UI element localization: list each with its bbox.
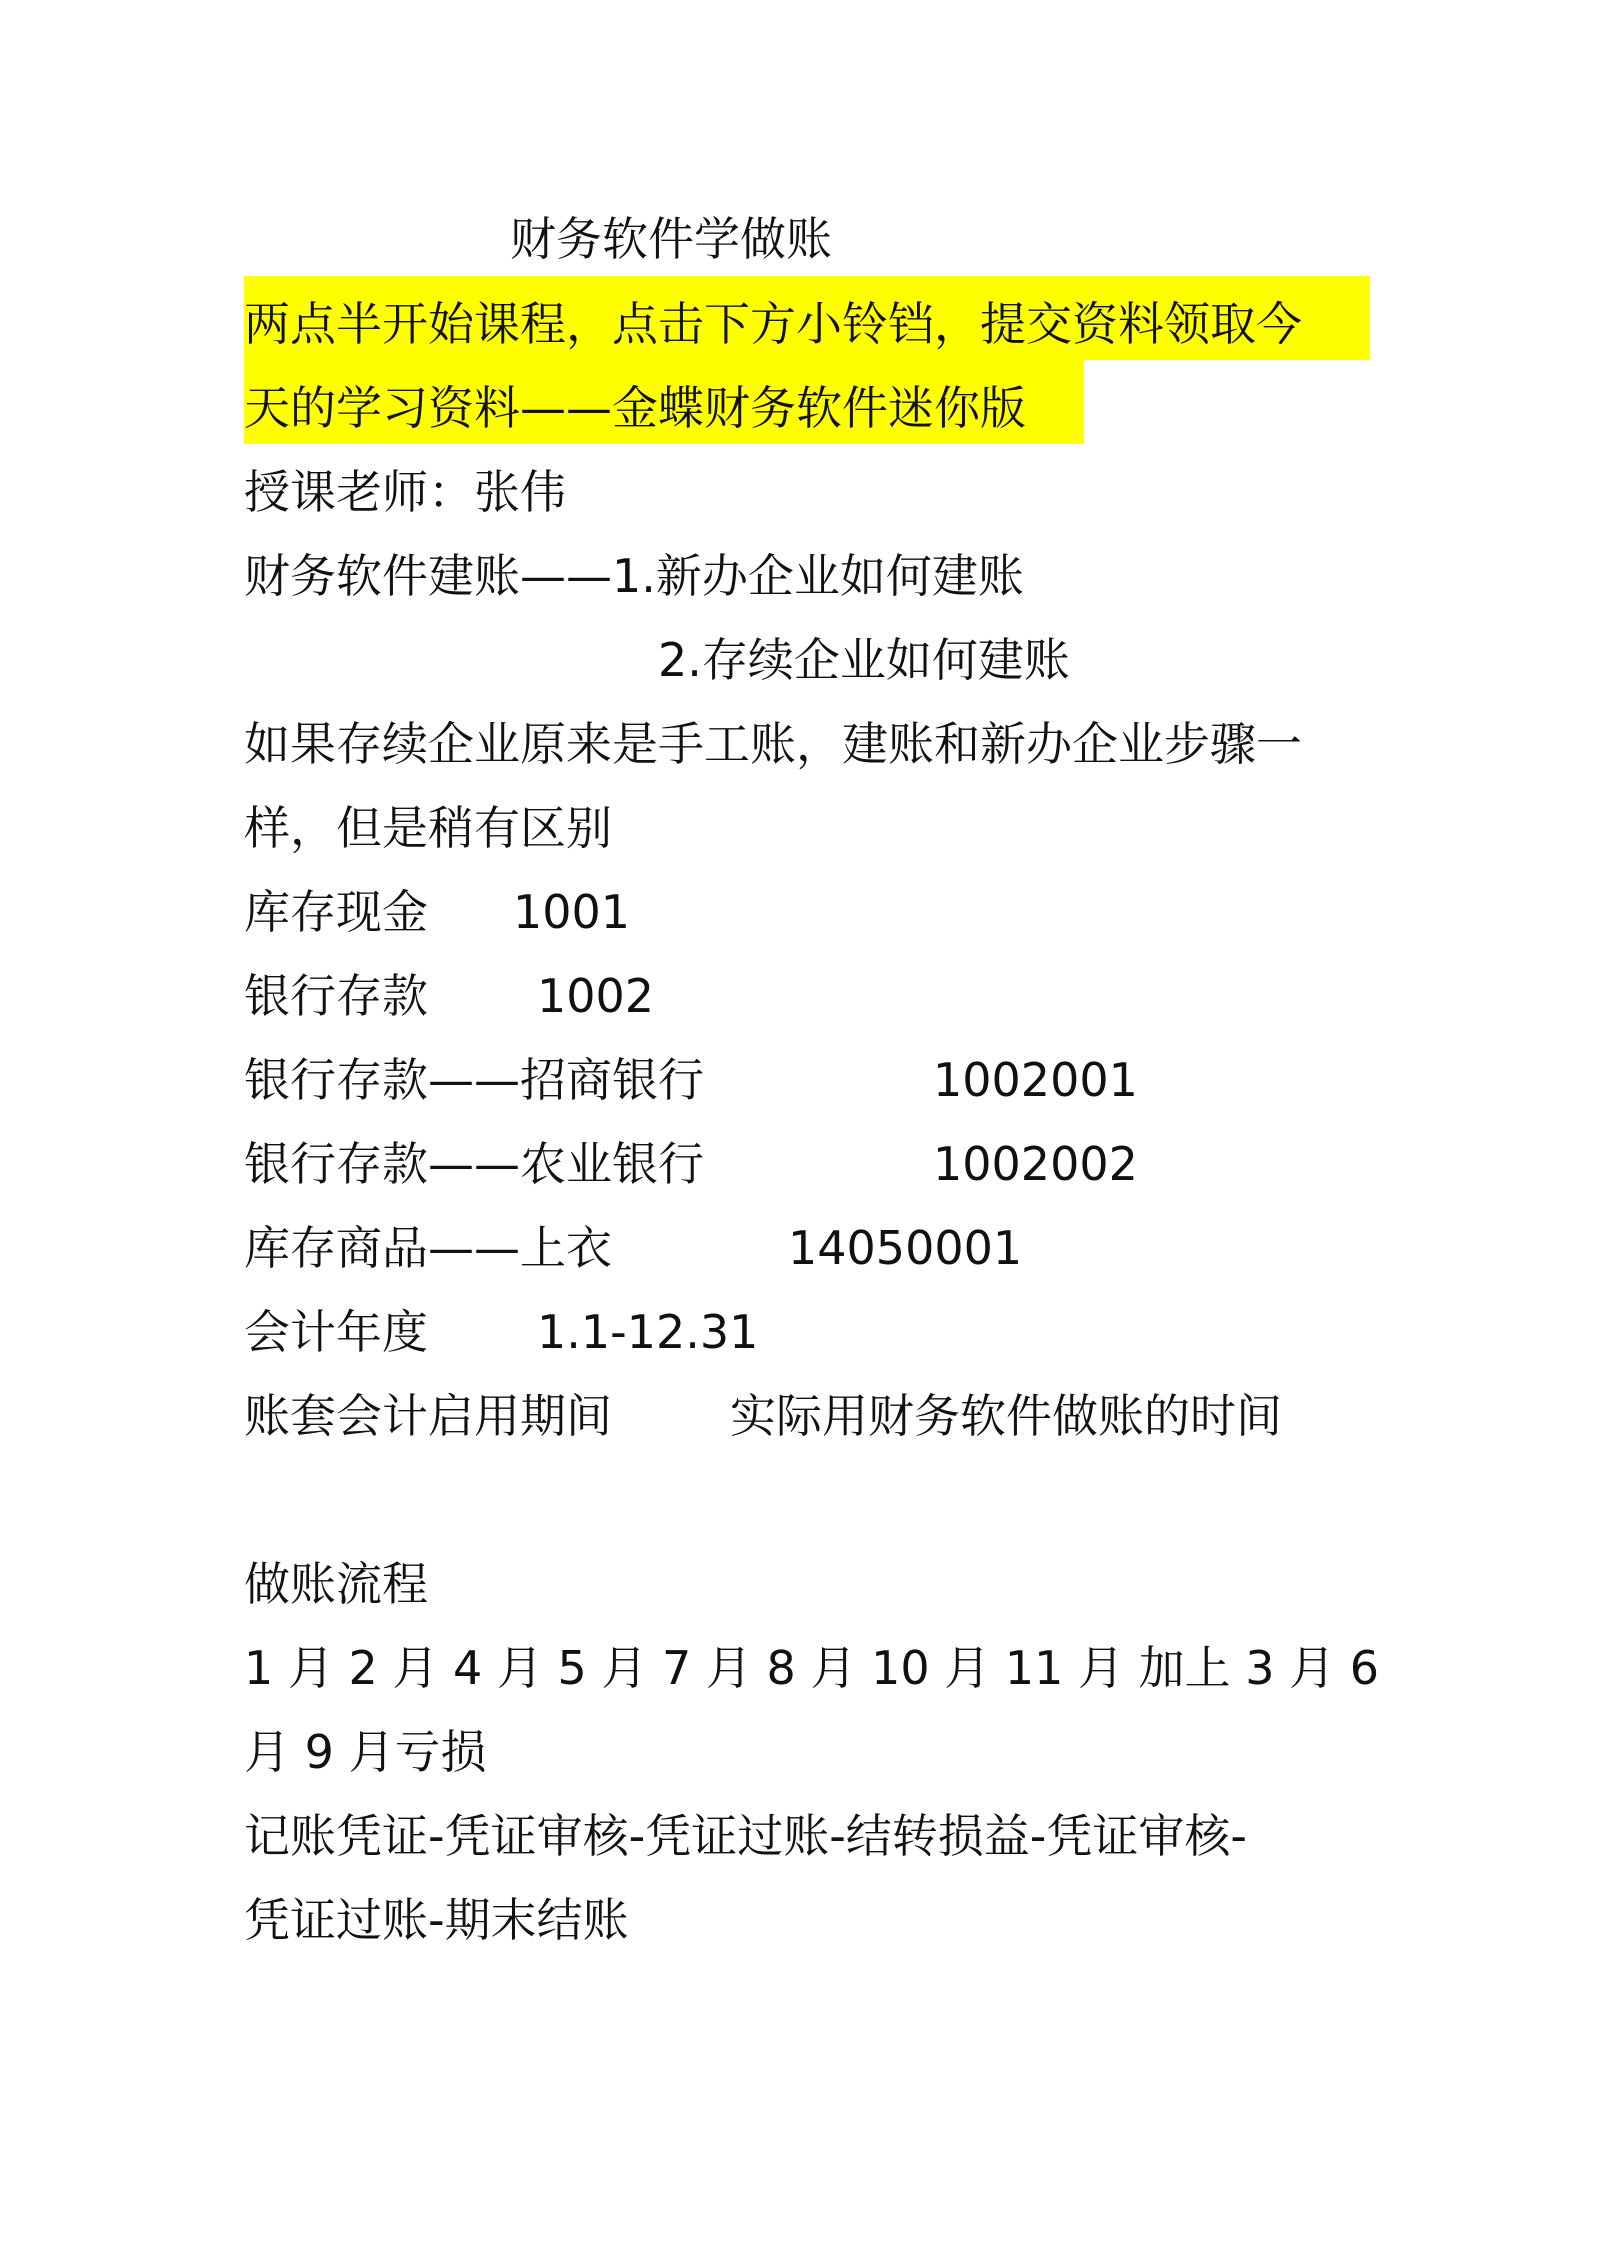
account-row bbox=[244, 1219, 612, 1277]
fiscal-year-value: 1.1-12.31 bbox=[537, 1305, 759, 1359]
account-name: 库存现金 bbox=[244, 885, 428, 939]
account-name: 库存商品——上衣 bbox=[244, 1221, 612, 1275]
account-code: 14050001 bbox=[788, 1221, 1023, 1275]
account-row bbox=[244, 1135, 704, 1193]
account-code: 1002 bbox=[537, 969, 655, 1023]
process-heading: 做账流程 bbox=[244, 1557, 428, 1611]
start-period-label: 账套会计启用期间 bbox=[244, 1389, 612, 1443]
account-code: 1002001 bbox=[933, 1053, 1138, 1107]
start-period-value: 实际用财务软件做账的时间 bbox=[730, 1389, 1282, 1443]
notice-line-1: 两点半开始课程，点击下方小铃铛，提交资料领取今 bbox=[244, 297, 1302, 351]
account-name: 银行存款 bbox=[244, 969, 428, 1023]
teacher-line: 授课老师：张伟 bbox=[244, 465, 566, 519]
notice-line-2: 天的学习资料——金蝶财务软件迷你版 bbox=[244, 381, 1026, 435]
months-line-1: 1 月 2 月 4 月 5 月 7 月 8 月 10 月 11 月 加上 3 月 6 bbox=[244, 1641, 1380, 1695]
account-code: 1001 bbox=[513, 885, 631, 939]
note-line-1: 如果存续企业原来是手工账，建账和新办企业步骤一 bbox=[244, 717, 1302, 771]
steps-line-1: 记账凭证-凭证审核-凭证过账-结转损益-凭证审核- bbox=[244, 1809, 1247, 1863]
note-line-2: 样，但是稍有区别 bbox=[244, 801, 612, 855]
months-line-2: 月 9 月亏损 bbox=[244, 1725, 487, 1779]
account-name: 银行存款——农业银行 bbox=[244, 1137, 704, 1191]
fiscal-year-label: 会计年度 bbox=[244, 1305, 428, 1359]
setup-line-1: 财务软件建账——1.新办企业如何建账 bbox=[244, 549, 1024, 603]
account-name: 银行存款——招商银行 bbox=[244, 1053, 704, 1107]
account-row bbox=[244, 967, 428, 1025]
steps-line-2: 凭证过账-期末结账 bbox=[244, 1893, 629, 1947]
document-title: 财务软件学做账 bbox=[510, 212, 832, 266]
account-row bbox=[244, 883, 428, 941]
setup-line-2: 2.存续企业如何建账 bbox=[658, 633, 1070, 687]
account-row bbox=[244, 1051, 704, 1109]
account-code: 1002002 bbox=[933, 1137, 1138, 1191]
